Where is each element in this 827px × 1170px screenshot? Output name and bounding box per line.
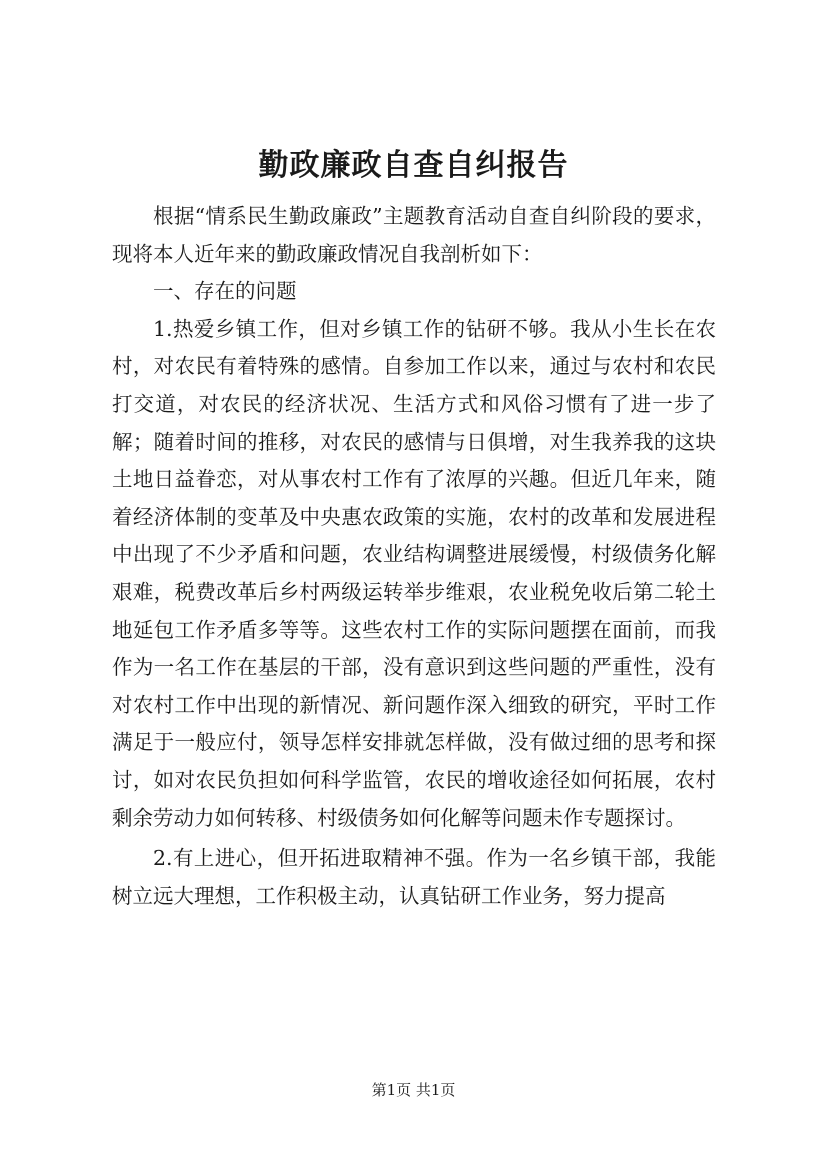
paragraph-intro: 根据“情系民生勤政廉政”主题教育活动自查自纠阶段的要求，现将本人近年来的勤政廉政情况自我剖析如下： <box>112 204 716 266</box>
section-heading-problems: 一、存在的问题 <box>153 279 297 304</box>
paragraph-item-1: 1.热爱乡镇工作，但对乡镇工作的钻研不够。我从小生长在农村，对农民有着特殊的感情。自参加工作以来，通过与农村和农民打交道，对农民的经济状况、生活方式和风俗习惯有了进一步了解；随着时间的推移，对农民的感情与日俱增，对生我养我的这块土地日益眷恋，对从事农村工作有了浓厚的兴趣。但近几年来，随着经济体制的变革及中央惠农政策的实施，农村的改革和发展进程中出现了不少矛盾和问题，农业结构调整进展缓慢，村级债务化解艰难，税费改革后乡村两级运转举步维艰，农业税免收后第二轮土地延包工作矛盾多等等。这些农村工作的实际问题摆在面前，而我作为一名工作在基层的干部，没有意识到这些问题的严重性，没有对农村工作中出现的新情况、新问题作深入细致的研究，平时工作满足于一般应付，领导怎样安排就怎样做，没有做过细的思考和探讨，如对农民负担如何科学监管，农民的增收途径如何拓展，农村剩余劳动力如何转移、村级债务如何化解等问题未作专题探讨。 <box>112 316 716 830</box>
document-title: 勤政廉政自查自纠报告 <box>258 148 569 183</box>
document-body <box>112 198 716 915</box>
page-footer: 第1页 共1页 <box>371 1081 456 1099</box>
paragraph-item-2: 2.有上进心，但开拓进取精神不强。作为一名乡镇干部，我能树立远大理想，工作积极主动，认真钻研工作业务，努力提高 <box>112 846 716 908</box>
